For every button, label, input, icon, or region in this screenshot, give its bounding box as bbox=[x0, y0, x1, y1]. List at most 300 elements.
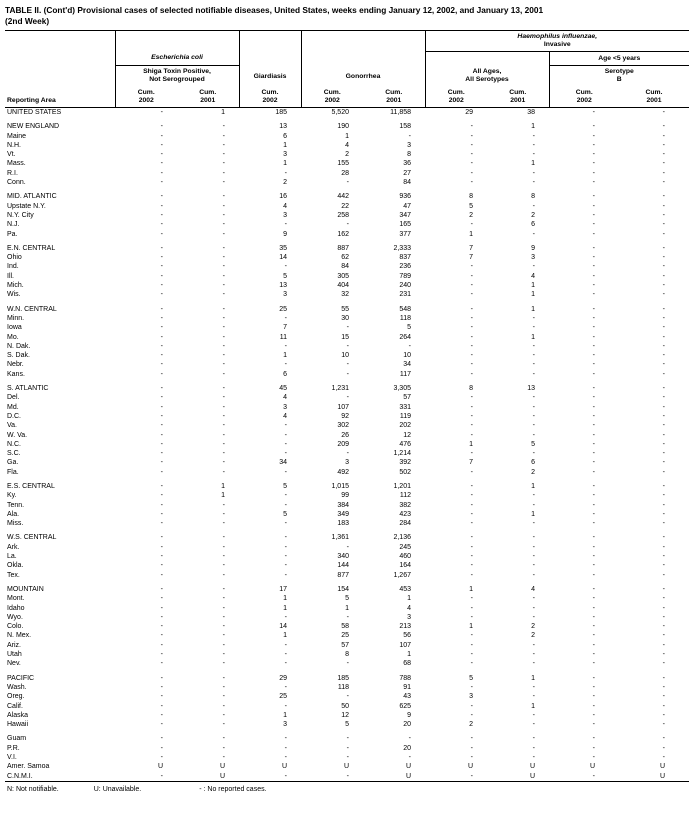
reporting-area-cell: P.R. bbox=[7, 744, 20, 752]
value-cell: - bbox=[222, 754, 225, 761]
value-cell: 144 bbox=[337, 562, 349, 570]
value-cell: 8 bbox=[469, 193, 473, 201]
table-row bbox=[5, 169, 689, 178]
value-cell: - bbox=[592, 141, 595, 149]
value-cell: 13 bbox=[279, 123, 287, 131]
value-cell: 3 bbox=[283, 211, 287, 219]
value-cell: - bbox=[346, 660, 349, 668]
value-cell: - bbox=[592, 744, 595, 752]
value-cell: - bbox=[160, 333, 163, 341]
value-cell: 2 bbox=[531, 632, 535, 640]
value-cell: 236 bbox=[399, 263, 411, 271]
value-cell: - bbox=[470, 772, 473, 780]
value-cell: - bbox=[222, 562, 225, 570]
value-cell: - bbox=[470, 151, 473, 159]
reporting-area-cell: W.N. CENTRAL bbox=[7, 305, 57, 313]
value-cell: - bbox=[160, 711, 163, 719]
value-cell: - bbox=[662, 291, 666, 299]
value-cell: 1 bbox=[531, 123, 535, 131]
table-row bbox=[5, 519, 689, 528]
value-cell: 165 bbox=[399, 221, 411, 229]
value-cell: 1 bbox=[221, 109, 225, 116]
value-cell: 7 bbox=[469, 244, 473, 252]
table-row bbox=[5, 753, 689, 762]
value-cell: - bbox=[470, 291, 473, 299]
value-cell: - bbox=[470, 641, 473, 649]
value-cell: 404 bbox=[337, 282, 349, 290]
value-cell: - bbox=[160, 431, 163, 439]
value-cell: 936 bbox=[399, 193, 411, 201]
table-row bbox=[5, 178, 689, 187]
value-cell: - bbox=[222, 151, 225, 159]
value-cell: - bbox=[592, 272, 595, 280]
reporting-area-cell: Wash. bbox=[7, 683, 27, 691]
table-row bbox=[5, 393, 689, 402]
value-cell: 502 bbox=[399, 468, 411, 476]
value-cell: 17 bbox=[279, 585, 287, 593]
value-cell: 2 bbox=[531, 623, 535, 631]
value-cell: 305 bbox=[337, 272, 349, 280]
value-cell: - bbox=[160, 123, 163, 131]
value-cell: - bbox=[662, 534, 666, 542]
value-cell: 118 bbox=[399, 314, 411, 322]
value-cell: - bbox=[222, 623, 225, 631]
value-cell: 1 bbox=[469, 440, 473, 448]
table-row bbox=[5, 501, 689, 510]
table-row bbox=[5, 772, 689, 782]
value-cell: 4 bbox=[283, 412, 287, 420]
value-cell: 349 bbox=[337, 510, 349, 518]
value-cell: - bbox=[160, 179, 163, 187]
value-cell: - bbox=[160, 492, 163, 500]
value-cell: - bbox=[160, 109, 163, 116]
value-cell: - bbox=[160, 394, 163, 402]
table-row bbox=[5, 305, 689, 314]
value-cell: - bbox=[470, 651, 473, 659]
value-cell: - bbox=[222, 211, 225, 219]
value-cell: - bbox=[592, 314, 595, 322]
value-cell: - bbox=[662, 109, 666, 116]
reporting-area-cell: N. Mex. bbox=[7, 632, 32, 640]
value-cell: - bbox=[222, 595, 225, 603]
value-cell: - bbox=[470, 492, 473, 500]
value-cell: 1,361 bbox=[331, 534, 349, 542]
value-cell: 107 bbox=[337, 403, 349, 411]
value-cell: 1 bbox=[531, 160, 535, 168]
value-cell: 3 bbox=[531, 254, 535, 262]
table-row bbox=[5, 108, 689, 118]
value-cell: - bbox=[592, 169, 595, 177]
value-cell: - bbox=[160, 468, 163, 476]
value-cell: - bbox=[222, 702, 225, 710]
allages-header-spacer bbox=[425, 52, 549, 66]
table-row bbox=[5, 491, 689, 500]
value-cell: - bbox=[662, 754, 666, 761]
value-cell: 1 bbox=[531, 333, 535, 341]
value-cell: - bbox=[160, 632, 163, 640]
value-cell: - bbox=[470, 141, 473, 149]
value-cell: - bbox=[592, 160, 595, 168]
value-cell: - bbox=[346, 613, 349, 621]
value-cell: - bbox=[470, 221, 473, 229]
reporting-area-cell: Wis. bbox=[7, 291, 21, 299]
value-cell: U bbox=[529, 772, 535, 780]
value-cell: - bbox=[222, 674, 225, 682]
value-cell: - bbox=[532, 754, 535, 761]
value-cell: - bbox=[284, 492, 287, 500]
value-cell: 1,231 bbox=[331, 385, 349, 393]
value-cell: 183 bbox=[337, 520, 349, 528]
gonorrhea-header: Gonorrhea bbox=[301, 31, 425, 87]
value-cell: - bbox=[662, 324, 666, 332]
value-cell: 45 bbox=[279, 385, 287, 393]
value-cell: - bbox=[222, 132, 225, 140]
col-header-serotypeb-cum2002: Cum. 2002 bbox=[549, 87, 619, 108]
value-cell: - bbox=[532, 361, 535, 369]
allages-subgroup-header: All Ages, All Serotypes bbox=[425, 66, 549, 87]
value-cell: - bbox=[346, 179, 349, 187]
value-cell: - bbox=[662, 613, 666, 621]
value-cell: - bbox=[222, 520, 225, 528]
value-cell: - bbox=[662, 595, 666, 603]
value-cell: - bbox=[592, 123, 595, 131]
value-cell: - bbox=[470, 352, 473, 360]
value-cell: - bbox=[592, 534, 595, 542]
reporting-area-cell: E.N. CENTRAL bbox=[7, 244, 56, 252]
value-cell: 119 bbox=[399, 412, 411, 420]
value-cell: - bbox=[222, 543, 225, 551]
reporting-area-cell: Okla. bbox=[7, 562, 24, 570]
value-cell: - bbox=[662, 394, 666, 402]
value-cell: 11,858 bbox=[390, 109, 411, 116]
value-cell: - bbox=[662, 693, 666, 701]
table-row bbox=[5, 720, 689, 729]
footnote-n: N: Not notifiable. bbox=[7, 785, 59, 793]
table-row bbox=[5, 543, 689, 552]
value-cell: - bbox=[222, 735, 225, 743]
value-cell: - bbox=[470, 324, 473, 332]
value-cell: - bbox=[470, 534, 473, 542]
value-cell: - bbox=[222, 244, 225, 252]
reporting-area-cell: MID. ATLANTIC bbox=[7, 193, 57, 201]
value-cell: - bbox=[222, 604, 225, 612]
value-cell: 340 bbox=[337, 553, 349, 561]
value-cell: 384 bbox=[337, 501, 349, 509]
value-cell: - bbox=[662, 169, 666, 177]
value-cell: 56 bbox=[403, 632, 411, 640]
value-cell: - bbox=[592, 263, 595, 271]
value-cell: - bbox=[662, 450, 666, 458]
value-cell: 3 bbox=[283, 151, 287, 159]
value-cell: 1 bbox=[531, 510, 535, 518]
value-cell: 8 bbox=[345, 651, 349, 659]
value-cell: 3 bbox=[283, 291, 287, 299]
value-cell: 8 bbox=[469, 385, 473, 393]
value-cell: - bbox=[662, 468, 666, 476]
value-cell: - bbox=[532, 613, 535, 621]
value-cell: - bbox=[222, 553, 225, 561]
value-cell: 837 bbox=[399, 254, 411, 262]
value-cell: - bbox=[346, 370, 349, 378]
table-header bbox=[5, 31, 689, 108]
table-row bbox=[5, 202, 689, 211]
value-cell: - bbox=[284, 651, 287, 659]
value-cell: - bbox=[662, 412, 666, 420]
value-cell: - bbox=[592, 291, 595, 299]
value-cell: 164 bbox=[399, 562, 411, 570]
value-cell: - bbox=[222, 370, 225, 378]
value-cell: - bbox=[284, 468, 287, 476]
value-cell: - bbox=[470, 370, 473, 378]
value-cell: - bbox=[592, 623, 595, 631]
value-cell: - bbox=[470, 333, 473, 341]
value-cell: - bbox=[284, 772, 287, 780]
value-cell: - bbox=[532, 314, 535, 322]
col-header-ecoli-cum2001: Cum. 2001 bbox=[177, 87, 239, 108]
value-cell: - bbox=[662, 263, 666, 271]
reporting-area-cell: S.C. bbox=[7, 450, 21, 458]
value-cell: 2 bbox=[469, 721, 473, 729]
value-cell: 9 bbox=[407, 711, 411, 719]
value-cell: 34 bbox=[279, 459, 287, 467]
value-cell: 62 bbox=[341, 254, 349, 262]
value-cell: - bbox=[662, 543, 666, 551]
reporting-area-cell: Mich. bbox=[7, 282, 24, 290]
value-cell: - bbox=[592, 450, 595, 458]
col-header-gonorrhea-cum2002: Cum. 2002 bbox=[301, 87, 363, 108]
table-row bbox=[5, 122, 689, 131]
value-cell: - bbox=[592, 431, 595, 439]
value-cell: 423 bbox=[399, 510, 411, 518]
value-cell: - bbox=[222, 641, 225, 649]
value-cell: - bbox=[662, 553, 666, 561]
value-cell: - bbox=[470, 744, 473, 752]
table-row bbox=[5, 262, 689, 271]
value-cell: - bbox=[532, 604, 535, 612]
value-cell: 162 bbox=[337, 230, 349, 238]
value-cell: - bbox=[592, 754, 595, 761]
value-cell: 155 bbox=[337, 160, 349, 168]
value-cell: - bbox=[160, 543, 163, 551]
reporting-area-cell: Colo. bbox=[7, 623, 24, 631]
value-cell: 284 bbox=[399, 520, 411, 528]
value-cell: 20 bbox=[403, 744, 411, 752]
table-row bbox=[5, 351, 689, 360]
value-cell: - bbox=[592, 735, 595, 743]
value-cell: 32 bbox=[341, 291, 349, 299]
value-cell: - bbox=[160, 282, 163, 290]
value-cell: - bbox=[222, 571, 225, 579]
value-cell: U bbox=[219, 763, 225, 771]
value-cell: - bbox=[284, 683, 287, 691]
table-row bbox=[5, 360, 689, 369]
value-cell: - bbox=[284, 169, 287, 177]
value-cell: - bbox=[160, 623, 163, 631]
value-cell: 5 bbox=[407, 324, 411, 332]
value-cell: - bbox=[662, 305, 666, 313]
value-cell: - bbox=[662, 370, 666, 378]
value-cell: - bbox=[160, 641, 163, 649]
value-cell: 5 bbox=[283, 510, 287, 518]
value-cell: - bbox=[284, 450, 287, 458]
table-title-line2: (2nd Week) bbox=[5, 15, 50, 26]
value-cell: - bbox=[222, 585, 225, 593]
value-cell: - bbox=[160, 553, 163, 561]
value-cell: - bbox=[532, 342, 535, 350]
value-cell: 4 bbox=[407, 604, 411, 612]
value-cell: - bbox=[532, 370, 535, 378]
value-cell: - bbox=[160, 772, 163, 780]
table-row bbox=[5, 290, 689, 299]
reporting-area-cell: Wyo. bbox=[7, 613, 23, 621]
value-cell: - bbox=[408, 735, 411, 743]
value-cell: - bbox=[592, 211, 595, 219]
value-cell: - bbox=[470, 702, 473, 710]
value-cell: 453 bbox=[399, 585, 411, 593]
reporting-area-cell: R.I. bbox=[7, 169, 18, 177]
value-cell: - bbox=[470, 450, 473, 458]
value-cell: - bbox=[160, 370, 163, 378]
value-cell: - bbox=[222, 721, 225, 729]
value-cell: - bbox=[222, 169, 225, 177]
value-cell: 1 bbox=[283, 711, 287, 719]
value-cell: 57 bbox=[403, 394, 411, 402]
table-row bbox=[5, 132, 689, 141]
value-cell: - bbox=[160, 660, 163, 668]
value-cell: 1 bbox=[407, 595, 411, 603]
value-cell: - bbox=[592, 501, 595, 509]
value-cell: 4 bbox=[531, 272, 535, 280]
value-cell: 8 bbox=[531, 193, 535, 201]
value-cell: - bbox=[470, 132, 473, 140]
value-cell: 25 bbox=[279, 305, 287, 313]
reporting-area-cell: Oreg. bbox=[7, 693, 25, 701]
reporting-area-cell: Mont. bbox=[7, 595, 25, 603]
value-cell: - bbox=[532, 641, 535, 649]
value-cell: - bbox=[160, 651, 163, 659]
col-header-giardiasis-cum2002: Cum. 2002 bbox=[239, 87, 301, 108]
value-cell: 5 bbox=[283, 482, 287, 490]
value-cell: - bbox=[160, 141, 163, 149]
value-cell: - bbox=[284, 263, 287, 271]
value-cell: 35 bbox=[279, 244, 287, 252]
value-cell: - bbox=[592, 702, 595, 710]
value-cell: 5 bbox=[345, 595, 349, 603]
reporting-area-cell: Ohio bbox=[7, 254, 22, 262]
value-cell: - bbox=[160, 735, 163, 743]
value-cell: - bbox=[662, 314, 666, 322]
value-cell: - bbox=[592, 333, 595, 341]
value-cell: 382 bbox=[399, 501, 411, 509]
value-cell: 10 bbox=[341, 352, 349, 360]
value-cell: - bbox=[662, 193, 666, 201]
reporting-area-cell: Utah bbox=[7, 651, 22, 659]
value-cell: - bbox=[470, 422, 473, 430]
value-cell: - bbox=[662, 202, 666, 210]
value-cell: 1 bbox=[531, 282, 535, 290]
value-cell: U bbox=[219, 772, 225, 780]
table-row bbox=[5, 613, 689, 622]
value-cell: 8 bbox=[407, 151, 411, 159]
value-cell: - bbox=[222, 324, 225, 332]
value-cell: - bbox=[662, 272, 666, 280]
value-cell: - bbox=[592, 132, 595, 140]
value-cell: - bbox=[160, 412, 163, 420]
value-cell: 1 bbox=[221, 482, 225, 490]
value-cell: - bbox=[532, 263, 535, 271]
value-cell: - bbox=[592, 562, 595, 570]
value-cell: - bbox=[346, 754, 349, 761]
value-cell: 4 bbox=[345, 141, 349, 149]
table-row bbox=[5, 585, 689, 594]
value-cell: - bbox=[284, 735, 287, 743]
value-cell: - bbox=[222, 534, 225, 542]
value-cell: - bbox=[592, 385, 595, 393]
value-cell: - bbox=[160, 595, 163, 603]
value-cell: 1 bbox=[345, 604, 349, 612]
reporting-area-cell: Mass. bbox=[7, 160, 26, 168]
reporting-area-cell: V.I. bbox=[7, 754, 17, 761]
reporting-area-cell: Ky. bbox=[7, 492, 17, 500]
value-cell: 25 bbox=[279, 693, 287, 701]
value-cell: - bbox=[532, 151, 535, 159]
value-cell: - bbox=[662, 132, 666, 140]
value-cell: - bbox=[222, 123, 225, 131]
value-cell: - bbox=[222, 501, 225, 509]
value-cell: - bbox=[284, 744, 287, 752]
value-cell: - bbox=[346, 543, 349, 551]
value-cell: 1 bbox=[531, 674, 535, 682]
value-cell: - bbox=[222, 744, 225, 752]
value-cell: U bbox=[467, 763, 473, 771]
value-cell: - bbox=[222, 651, 225, 659]
table-row bbox=[5, 458, 689, 467]
table-row bbox=[5, 403, 689, 412]
value-cell: - bbox=[662, 641, 666, 649]
value-cell: 1,015 bbox=[331, 482, 349, 490]
value-cell: - bbox=[592, 244, 595, 252]
value-cell: - bbox=[222, 254, 225, 262]
value-cell: - bbox=[592, 202, 595, 210]
value-cell: - bbox=[284, 571, 287, 579]
value-cell: - bbox=[222, 141, 225, 149]
reporting-area-cell: Idaho bbox=[7, 604, 25, 612]
value-cell: 213 bbox=[399, 623, 411, 631]
value-cell: - bbox=[346, 735, 349, 743]
reporting-area-cell: E.S. CENTRAL bbox=[7, 482, 55, 490]
value-cell: - bbox=[284, 221, 287, 229]
value-cell: - bbox=[662, 492, 666, 500]
value-cell: 58 bbox=[341, 623, 349, 631]
value-cell: - bbox=[222, 385, 225, 393]
reporting-area-cell: Minn. bbox=[7, 314, 25, 322]
value-cell: - bbox=[662, 660, 666, 668]
table-title bbox=[5, 5, 688, 26]
value-cell: - bbox=[160, 193, 163, 201]
value-cell: - bbox=[408, 342, 411, 350]
table-row bbox=[5, 440, 689, 449]
value-cell: - bbox=[284, 431, 287, 439]
value-cell: - bbox=[470, 263, 473, 271]
value-cell: - bbox=[160, 450, 163, 458]
value-cell: - bbox=[222, 431, 225, 439]
table-row bbox=[5, 650, 689, 659]
value-cell: 27 bbox=[403, 169, 411, 177]
value-cell: - bbox=[662, 459, 666, 467]
value-cell: - bbox=[160, 693, 163, 701]
value-cell: - bbox=[592, 370, 595, 378]
hflu-title-italic: Haemophilus influenzae, bbox=[517, 33, 598, 40]
